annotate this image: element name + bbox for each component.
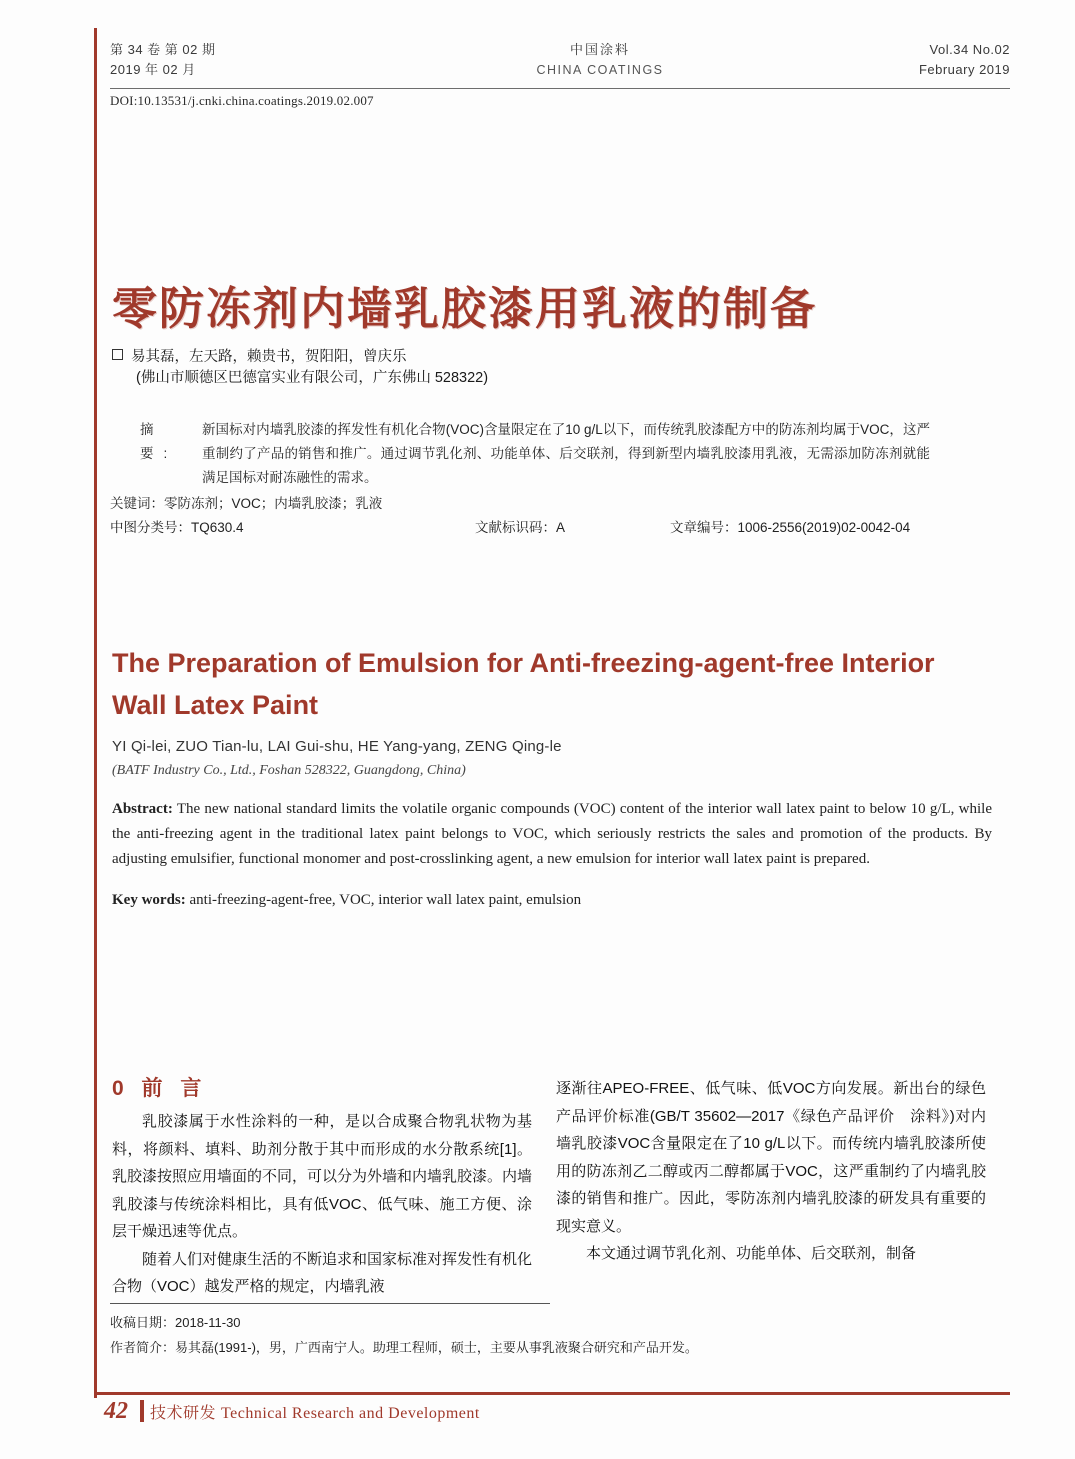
page-number: 42: [104, 1398, 128, 1424]
body-column-right: [556, 1075, 986, 1268]
footer-accent-bar: [140, 1400, 144, 1422]
journal-header: [110, 40, 1010, 86]
footer-label-en: Technical Research and Development: [220, 1405, 480, 1422]
page-title-en: The Preparation of Emulsion for Anti-freezing-agent-free Interior Wall Latex Paint: [112, 648, 935, 720]
paragraph: 本文通过调节乳化剂、功能单体、后交联剂，制备: [586, 1245, 917, 1262]
keywords-cn: 关键词：零防冻剂；VOC；内墙乳胶漆；乳液: [110, 496, 383, 511]
keywords-en-label: Key words:: [112, 892, 186, 908]
authors-en: YI Qi-lei, ZUO Tian-lu, LAI Gui-shu, HE Yang-yang, ZENG Qing-le: [112, 738, 562, 755]
abstract-en-label: Abstract:: [112, 801, 173, 817]
paragraph: 随着人们对健康生活的不断追求和国家标准对挥发性有机化合物（VOC）越发严格的规定，内墙乳液: [112, 1250, 533, 1295]
body-column-left: [112, 1108, 532, 1301]
keywords-en: [112, 892, 992, 909]
author-bio: 作者简介：易其磊(1991-)，男，广西南宁人。助理工程师，硕士，主要从事乳液聚合研究和产品开发。: [110, 1340, 698, 1355]
document-code: 文献标识码：A: [475, 520, 566, 535]
footnote-block: [110, 1310, 990, 1360]
affiliation-en: (BATF Industry Co., Ltd., Foshan 528322, Guangdong, China): [112, 763, 466, 778]
footer-accent-rule: [94, 1392, 1010, 1395]
abstract-cn-label: 摘 要:: [140, 422, 178, 461]
header-divider: [110, 88, 1010, 89]
clc-number: 中图分类号：TQ630.4: [110, 520, 244, 535]
paragraph: 乳胶漆属于水性涂料的一种，是以合成聚合物乳状物为基料，将颜料、填料、助剂分散于其中而形成的水分散系统[1]。乳胶漆按照应用墙面的不同，可以分为外墙和内墙乳胶漆。内墙乳胶漆与传统涂料相比，具有低VOC、低气味、施工方便、涂层干燥迅速等优点。: [112, 1113, 533, 1240]
header-date-line: 2019 年 02 月: [110, 62, 196, 77]
footer-section-label: [150, 1400, 480, 1423]
header-journal-name: [500, 40, 700, 80]
abstract-en-text: The new national standard limits the volatile organic compounds (VOC) content of the interior wall latex paint to below 10 g/L, while the anti-freezing agent in the traditional latex paint belongs to VOC, which seriously restricts the sales and promotion of the products. By adjusting emulsifier, functional monomer and post-crosslinking agent, a new emulsion for interior wall latex paint is prepared.: [112, 801, 992, 867]
article-id: 文章编号：1006-2556(2019)02-0042-04: [670, 520, 911, 535]
received-date: 收稿日期：2018-11-30: [110, 1315, 241, 1330]
page-title-cn: 零防冻剂内墙乳胶漆用乳液的制备: [112, 282, 818, 335]
header-volume-info-en: [919, 40, 1010, 80]
doi-text: DOI:10.13531/j.cnki.china.coatings.2019.02.007: [110, 93, 374, 108]
authors-cn-text: 易其磊，左天路，赖贵书，贺阳阳，曾庆乐: [131, 349, 407, 365]
paragraph: 逐渐往APEO-FREE、低气味、低VOC方向发展。新出台的绿色产品评价标准(GB/T 35602—2017《绿色产品评价 涂料》)对内墙乳胶漆VOC含量限定在了10 g/L以下。而传统内墙乳胶漆所使用的防冻剂乙二醇或丙二醇都属于VOC，这严重制约了内墙乳胶漆的销售和推广。因此，零防冻剂内墙乳胶漆的研发具有重要的现实意义。: [556, 1080, 986, 1235]
square-bullet-icon: [112, 349, 123, 360]
journal-name-en: CHINA COATINGS: [536, 63, 664, 77]
footer-label-cn: 技术研发: [150, 1405, 217, 1422]
abstract-cn-text: 新国标对内墙乳胶漆的挥发性有机化合物(VOC)含量限定在了10 g/L以下，而传统乳胶漆配方中的防冻剂均属于VOC，这严重制约了产品的销售和推广。通过调节乳化剂、功能单体、后交联剂，得到新型内墙乳胶漆用乳液，无需添加防冻剂就能满足国标对耐冻融性的需求。: [202, 422, 930, 485]
header-volume-info: [110, 40, 215, 80]
journal-name-cn: 中国涂料: [569, 42, 630, 57]
affiliation-cn: (佛山市顺德区巴德富实业有限公司，广东佛山 528322): [136, 370, 489, 386]
header-date-line-en: February 2019: [918, 62, 1010, 77]
abstract-cn: [140, 418, 930, 490]
section-heading-intro: 0 前 言: [112, 1077, 208, 1100]
header-volume-line: 第 34 卷 第 02 期: [110, 42, 216, 57]
keywords-en-text: anti-freezing-agent-free, VOC, interior wall latex paint, emulsion: [185, 892, 582, 908]
footnote-divider: [110, 1303, 550, 1304]
left-accent-rule: [94, 28, 97, 1398]
abstract-en: [112, 797, 992, 872]
header-volume-line-en: Vol.34 No.02: [929, 42, 1010, 57]
authors-cn: [112, 345, 407, 366]
